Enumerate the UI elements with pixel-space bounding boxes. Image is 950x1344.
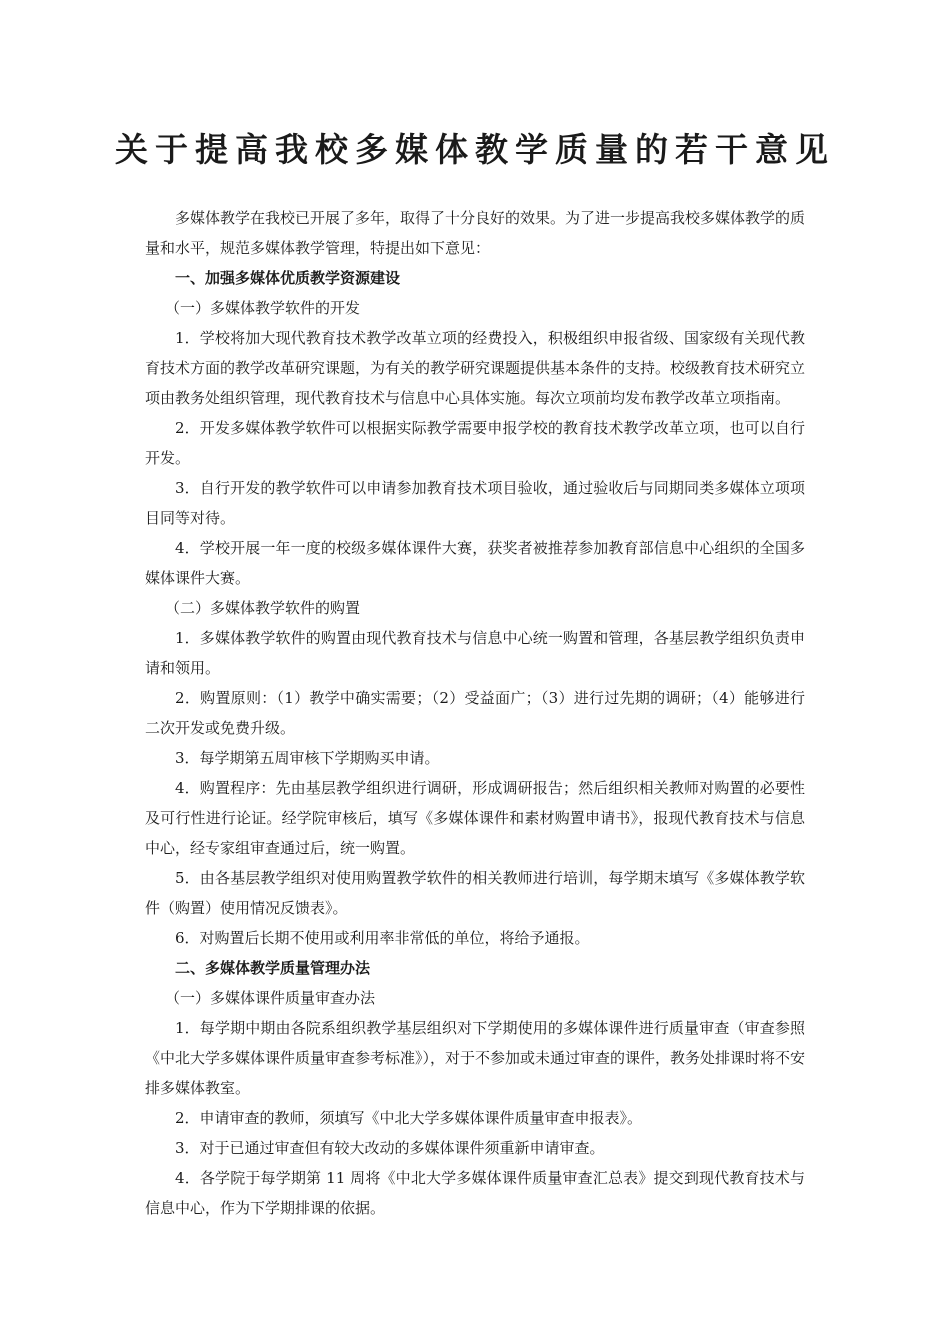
body-paragraph: 多媒体教学在我校已开展了多年，取得了十分良好的效果。为了进一步提高我校多媒体教学的质量和水平，规范多媒体教学管理，特提出如下意见：: [145, 209, 806, 257]
body-paragraph: 1．多媒体教学软件的购置由现代教育技术与信息中心统一购置和管理，各基层教学组织负责申请和领用。: [145, 629, 805, 677]
subsection-heading: （二）多媒体教学软件的购置: [165, 599, 361, 617]
section-heading: 一、加强多媒体优质教学资源建设: [175, 269, 401, 287]
section-heading: 二、多媒体教学质量管理办法: [175, 959, 371, 977]
body-paragraph: 3．自行开发的教学软件可以申请参加教育技术项目验收，通过验收后与同期同类多媒体立项项目同等对待。: [145, 479, 805, 527]
body-paragraph: 3．对于已通过审查但有较大改动的多媒体课件须重新申请审查。: [175, 1139, 605, 1157]
body-paragraph: 1．学校将加大现代教育技术教学改革立项的经费投入，积极组织申报省级、国家级有关现代教育技术方面的教学改革研究课题，为有关的教学研究课题提供基本条件的支持。校级教育技术研究立项由教务处组织管理，现代教育技术与信息中心具体实施。每次立项前均发布教学改革立项指南。: [145, 329, 806, 407]
body-paragraph: 3．每学期第五周审核下学期购买申请。: [175, 749, 440, 767]
body-paragraph: 4．各学院于每学期第 11 周将《中北大学多媒体课件质量审查汇总表》提交到现代教育技术与信息中心，作为下学期排课的依据。: [145, 1169, 805, 1217]
page-title: 关于提高我校多媒体教学质量的若干意见: [115, 130, 835, 169]
document-body: [145, 203, 805, 1223]
body-paragraph: 4．购置程序：先由基层教学组织进行调研，形成调研报告；然后组织相关教师对购置的必要性及可行性进行论证。经学院审核后，填写《多媒体课件和素材购置申请书》，报现代教育技术与信息中心，经专家组审查通过后，统一购置。: [145, 779, 805, 857]
body-paragraph: 5．由各基层教学组织对使用购置教学软件的相关教师进行培训，每学期末填写《多媒体教学软件（购置）使用情况反馈表》。: [145, 869, 805, 917]
body-paragraph: 2．购置原则：（1）教学中确实需要；（2）受益面广；（3）进行过先期的调研；（4）能够进行二次开发或免费升级。: [145, 689, 805, 737]
subsection-heading: （一）多媒体教学软件的开发: [165, 299, 361, 317]
subsection-heading: （一）多媒体课件质量审查办法: [165, 989, 376, 1007]
body-paragraph: 2．开发多媒体教学软件可以根据实际教学需要申报学校的教育技术教学改革立项，也可以自行开发。: [145, 419, 805, 467]
body-paragraph: 2．申请审查的教师，须填写《中北大学多媒体课件质量审查申报表》。: [175, 1109, 643, 1127]
body-paragraph: 4．学校开展一年一度的校级多媒体课件大赛，获奖者被推荐参加教育部信息中心组织的全国多媒体课件大赛。: [145, 539, 805, 587]
body-paragraph: 1．每学期中期由各院系组织教学基层组织对下学期使用的多媒体课件进行质量审查（审查参照《中北大学多媒体课件质量审查参考标准》），对于不参加或未通过审查的课件，教务处排课时将不安排多媒体教室。: [145, 1019, 806, 1097]
body-paragraph: 6．对购置后长期不使用或利用率非常低的单位，将给予通报。: [175, 929, 590, 947]
